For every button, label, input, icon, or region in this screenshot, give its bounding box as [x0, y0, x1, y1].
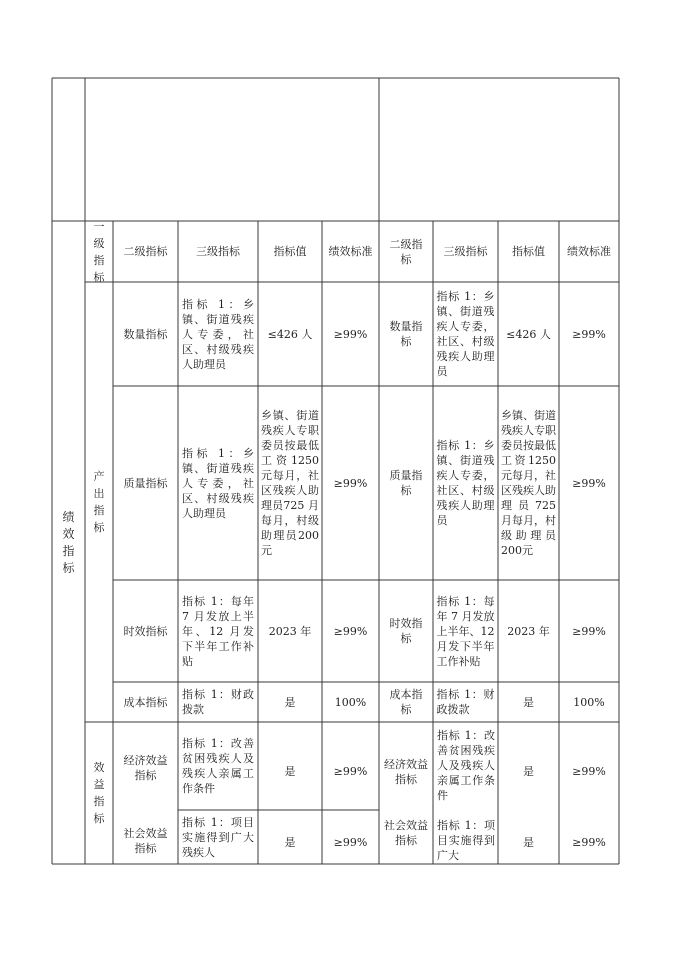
- group-label-benefit: 效益指标: [93, 761, 105, 825]
- header-level3-left: 三级指标: [196, 245, 240, 258]
- table-row-social-standard-left: ≥99%: [333, 835, 368, 849]
- table-row-cost-standard-left: 100%: [334, 695, 367, 709]
- table-row-economic-value-right: 是: [523, 764, 534, 778]
- table-row-timeliness-l2-right: 时效指标: [389, 617, 423, 645]
- table-row-social-value-right: 是: [523, 835, 534, 849]
- table-row-cost-l3-right: 指标 1：财政拨款: [436, 688, 495, 716]
- table-row-quality-value-left: 乡镇、街道残疾人专职委员按最低工资1250元每月，社区残疾人助理员725 月每月，村级助理员200元: [261, 409, 319, 557]
- table-row-timeliness-standard-right: ≥99%: [572, 624, 606, 638]
- table-row-quantity-l3-right: 指标 1：乡镇、街道残疾人专委，社区、村级残疾人助理员: [436, 290, 495, 378]
- table-row-social-standard-right: ≥99%: [572, 835, 606, 849]
- table-row-timeliness-value-left: 2023 年: [268, 624, 312, 638]
- header-standard-right: 绩效标准: [567, 245, 611, 258]
- table-row-quantity-l3-left: 指标 1：乡镇、街道残疾人专委，社区、村级残疾人助理员: [182, 297, 254, 371]
- table-row-quality-standard-left: ≥99%: [333, 476, 368, 490]
- table-row-quantity-standard-right: ≥99%: [572, 327, 606, 341]
- table-row-economic-l2-right: 经济效益指标: [384, 758, 428, 786]
- table-row-quality-l3-right: 指标 1：乡镇、街道残疾人专委，社区、村级残疾人助理员: [436, 439, 495, 527]
- table-row-timeliness-standard-left: ≥99%: [333, 624, 368, 638]
- table-row-cost-value-left: 是: [284, 695, 296, 709]
- table-row-cost-l2-left: 成本指标: [123, 695, 168, 709]
- table-row-quality-l3-left: 指标 1：乡镇、街道残疾人专委，社区、村级残疾人助理员: [182, 446, 254, 520]
- table-row-economic-l3-right: 指标 1：改善贫困残疾人及残疾人亲属工作条件: [437, 729, 495, 802]
- header-level2-left: 二级指标: [123, 245, 168, 258]
- table-row-quantity-l2-left: 数量指标: [123, 327, 168, 341]
- table-row-quality-l2-right: 质量指标: [389, 469, 423, 497]
- table-row-economic-standard-left: ≥99%: [333, 764, 368, 778]
- header-level1: 一级指标: [93, 219, 105, 284]
- table-row-economic-l2-left: 经济效益指标: [123, 754, 168, 782]
- table-row-quantity-standard-left: ≥99%: [333, 327, 368, 341]
- table-row-quality-value-right: 乡镇、街道残疾人专职委员按最低工资1250元每月，社区残疾人助理员725 月每月，村级助理员200元: [501, 409, 556, 557]
- table-row-timeliness-l2-left: 时效指标: [123, 624, 168, 638]
- header-value-left: 指标值: [273, 245, 307, 258]
- group-label-output: 产出指标: [93, 470, 105, 534]
- table-row-social-l3-right: 指标 1：项目实施得到广大: [437, 819, 495, 862]
- header-standard-left: 绩效标准: [328, 245, 373, 258]
- table-row-quantity-value-right: ≤426 人: [506, 327, 551, 341]
- table-row-cost-l3-left: 指标 1：财政拨款: [182, 688, 254, 716]
- table-row-cost-value-right: 是: [523, 695, 534, 709]
- header-value-right: 指标值: [512, 245, 545, 258]
- table-row-economic-l3-left: 指标 1：改善贫困残疾人及残疾人亲属工作条件: [182, 737, 254, 795]
- table-row-social-l2-right: 社会效益指标: [384, 819, 428, 847]
- table-row-social-l2-left: 社会效益指标: [123, 827, 168, 855]
- table-row-timeliness-l3-right: 指标 1：每年 7 月发放上半年、12 月发下半年工作补贴: [436, 594, 495, 668]
- table-row-quality-l2-left: 质量指标: [123, 476, 168, 490]
- table-row-timeliness-l3-left: 指标 1：每年 7 月发放上半年、12 月发下半年工作补贴: [182, 594, 254, 668]
- table-row-cost-standard-right: 100%: [573, 695, 605, 709]
- header-level2-right: 二级指标: [389, 237, 423, 266]
- header-level3-right: 三级指标: [443, 245, 488, 258]
- table-row-quantity-value-left: ≤426 人: [267, 327, 313, 341]
- table-row-quantity-l2-right: 数量指标: [389, 320, 423, 348]
- table-row-economic-standard-right: ≥99%: [572, 764, 606, 778]
- table-row-quality-standard-right: ≥99%: [572, 476, 606, 490]
- table-row-social-l3-left: 指标 1：项目实施得到广大残疾人: [182, 816, 254, 859]
- table-row-cost-l2-right: 成本指标: [389, 688, 423, 716]
- table-row-social-value-left: 是: [284, 835, 296, 849]
- table-row-timeliness-value-right: 2023 年: [507, 624, 550, 638]
- row-label-performance: 绩效指标: [62, 509, 75, 575]
- table-row-economic-value-left: 是: [284, 764, 296, 778]
